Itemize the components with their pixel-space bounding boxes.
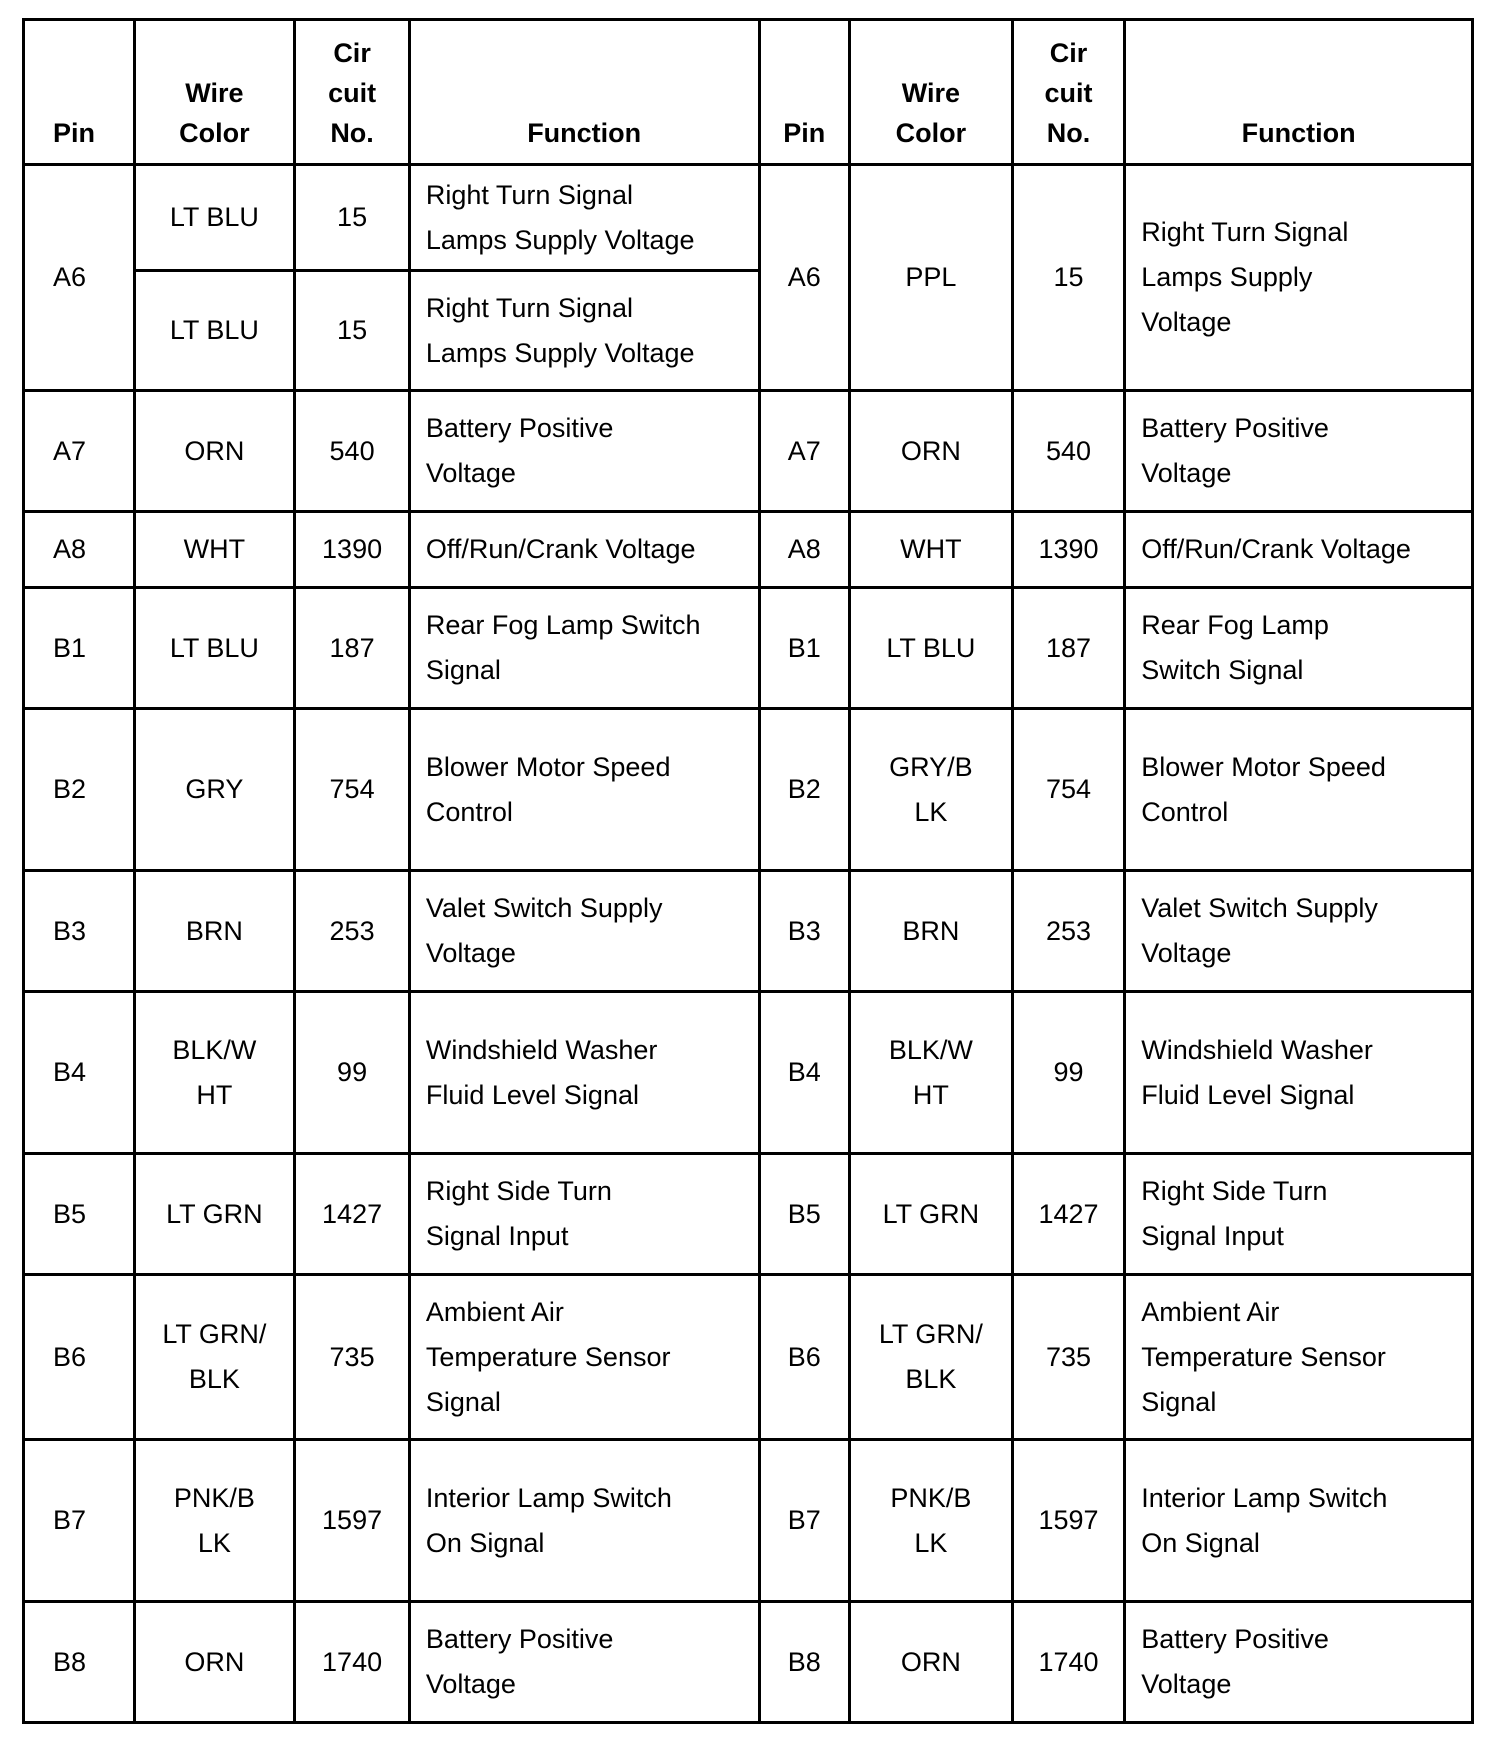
circuit-cell: 1427 <box>1012 1154 1125 1275</box>
circuit-cell: 754 <box>295 709 410 871</box>
pin-cell: B2 <box>759 709 849 871</box>
function-cell: Ambient Air Temperature Sensor Signal <box>409 1275 759 1440</box>
wire-color-cell: LT GRN <box>849 1154 1012 1275</box>
circuit-cell: 540 <box>1012 391 1125 512</box>
pin-cell: B6 <box>759 1275 849 1440</box>
pin-cell: B6 <box>24 1275 135 1440</box>
wire-color-cell: BLK/W HT <box>849 992 1012 1154</box>
pin-cell: A7 <box>24 391 135 512</box>
wire-color-cell: ORN <box>134 1602 295 1723</box>
wire-color-cell: GRY/B LK <box>849 709 1012 871</box>
function-cell: Battery Positive Voltage <box>1125 1602 1473 1723</box>
function-cell: Valet Switch Supply Voltage <box>1125 871 1473 992</box>
wire-color-cell: ORN <box>134 391 295 512</box>
circuit-cell: 187 <box>295 588 410 709</box>
function-cell: Right Turn Signal Lamps Supply Voltage <box>1125 165 1473 391</box>
function-cell: Interior Lamp Switch On Signal <box>1125 1440 1473 1602</box>
wire-color-cell: LT BLU <box>134 165 295 271</box>
pin-cell: B1 <box>24 588 135 709</box>
wire-color-cell: ORN <box>849 391 1012 512</box>
wire-color-cell: WHT <box>849 512 1012 588</box>
pin-cell: B4 <box>24 992 135 1154</box>
table-row <box>24 1602 1473 1723</box>
function-cell: Interior Lamp Switch On Signal <box>409 1440 759 1602</box>
circuit-cell: 754 <box>1012 709 1125 871</box>
table-row <box>24 871 1473 992</box>
circuit-cell: 1390 <box>1012 512 1125 588</box>
circuit-cell: 15 <box>295 271 410 391</box>
header-row <box>24 20 1473 165</box>
circuit-cell: 99 <box>1012 992 1125 1154</box>
function-cell: Right Side Turn Signal Input <box>409 1154 759 1275</box>
pin-cell: B3 <box>759 871 849 992</box>
table-row <box>24 1275 1473 1440</box>
pin-cell: A6 <box>24 165 135 391</box>
pin-cell: B8 <box>24 1602 135 1723</box>
circuit-cell: 540 <box>295 391 410 512</box>
wire-color-cell: LT BLU <box>849 588 1012 709</box>
function-cell: Ambient Air Temperature Sensor Signal <box>1125 1275 1473 1440</box>
header-circuit-no-right: Cir cuit No. <box>1012 20 1125 165</box>
pin-cell: B5 <box>759 1154 849 1275</box>
pin-cell: B3 <box>24 871 135 992</box>
table-row <box>24 1440 1473 1602</box>
pin-cell: B4 <box>759 992 849 1154</box>
function-cell: Rear Fog Lamp Switch Signal <box>1125 588 1473 709</box>
circuit-cell: 1427 <box>295 1154 410 1275</box>
table-row <box>24 391 1473 512</box>
circuit-cell: 1740 <box>295 1602 410 1723</box>
function-cell: Valet Switch Supply Voltage <box>409 871 759 992</box>
function-cell: Windshield Washer Fluid Level Signal <box>1125 992 1473 1154</box>
table-row <box>24 709 1473 871</box>
wire-color-cell: LT GRN <box>134 1154 295 1275</box>
function-cell: Blower Motor Speed Control <box>1125 709 1473 871</box>
circuit-cell: 735 <box>295 1275 410 1440</box>
wire-color-cell: PNK/B LK <box>849 1440 1012 1602</box>
function-cell: Battery Positive Voltage <box>1125 391 1473 512</box>
wire-color-cell: GRY <box>134 709 295 871</box>
wire-color-cell: LT GRN/ BLK <box>849 1275 1012 1440</box>
wire-color-cell: LT BLU <box>134 271 295 391</box>
pin-cell: B5 <box>24 1154 135 1275</box>
pin-cell: B8 <box>759 1602 849 1723</box>
circuit-cell: 15 <box>295 165 410 271</box>
wire-color-cell: ORN <box>849 1602 1012 1723</box>
pinout-table <box>22 18 1474 1724</box>
circuit-cell: 1597 <box>295 1440 410 1602</box>
function-cell: Off/Run/Crank Voltage <box>409 512 759 588</box>
table-row <box>24 1154 1473 1275</box>
circuit-cell: 1390 <box>295 512 410 588</box>
function-cell: Blower Motor Speed Control <box>409 709 759 871</box>
header-pin-right: Pin <box>759 20 849 165</box>
table-row <box>24 588 1473 709</box>
wire-color-cell: BLK/W HT <box>134 992 295 1154</box>
wire-color-cell: BRN <box>134 871 295 992</box>
table-row <box>24 165 1473 271</box>
header-wire-color-right: Wire Color <box>849 20 1012 165</box>
circuit-cell: 253 <box>1012 871 1125 992</box>
wire-color-cell: WHT <box>134 512 295 588</box>
pin-cell: B2 <box>24 709 135 871</box>
circuit-cell: 253 <box>295 871 410 992</box>
wire-color-cell: PPL <box>849 165 1012 391</box>
function-cell: Right Turn Signal Lamps Supply Voltage <box>409 271 759 391</box>
wire-color-cell: PNK/B LK <box>134 1440 295 1602</box>
header-function-right: Function <box>1125 20 1473 165</box>
header-function-left: Function <box>409 20 759 165</box>
header-pin-left: Pin <box>24 20 135 165</box>
function-cell: Off/Run/Crank Voltage <box>1125 512 1473 588</box>
circuit-cell: 187 <box>1012 588 1125 709</box>
function-cell: Rear Fog Lamp Switch Signal <box>409 588 759 709</box>
header-circuit-no-left: Cir cuit No. <box>295 20 410 165</box>
circuit-cell: 735 <box>1012 1275 1125 1440</box>
wire-color-cell: LT BLU <box>134 588 295 709</box>
wire-color-cell: BRN <box>849 871 1012 992</box>
function-cell: Windshield Washer Fluid Level Signal <box>409 992 759 1154</box>
pin-cell: A6 <box>759 165 849 391</box>
function-cell: Battery Positive Voltage <box>409 1602 759 1723</box>
function-cell: Right Turn Signal Lamps Supply Voltage <box>409 165 759 271</box>
circuit-cell: 1597 <box>1012 1440 1125 1602</box>
circuit-cell: 1740 <box>1012 1602 1125 1723</box>
function-cell: Battery Positive Voltage <box>409 391 759 512</box>
circuit-cell: 99 <box>295 992 410 1154</box>
pin-cell: B7 <box>759 1440 849 1602</box>
function-cell: Right Side Turn Signal Input <box>1125 1154 1473 1275</box>
pin-cell: B1 <box>759 588 849 709</box>
pin-cell: A7 <box>759 391 849 512</box>
pin-cell: A8 <box>24 512 135 588</box>
circuit-cell: 15 <box>1012 165 1125 391</box>
wire-color-cell: LT GRN/ BLK <box>134 1275 295 1440</box>
table-row <box>24 992 1473 1154</box>
table-row <box>24 512 1473 588</box>
pin-cell: A8 <box>759 512 849 588</box>
header-wire-color-left: Wire Color <box>134 20 295 165</box>
pin-cell: B7 <box>24 1440 135 1602</box>
